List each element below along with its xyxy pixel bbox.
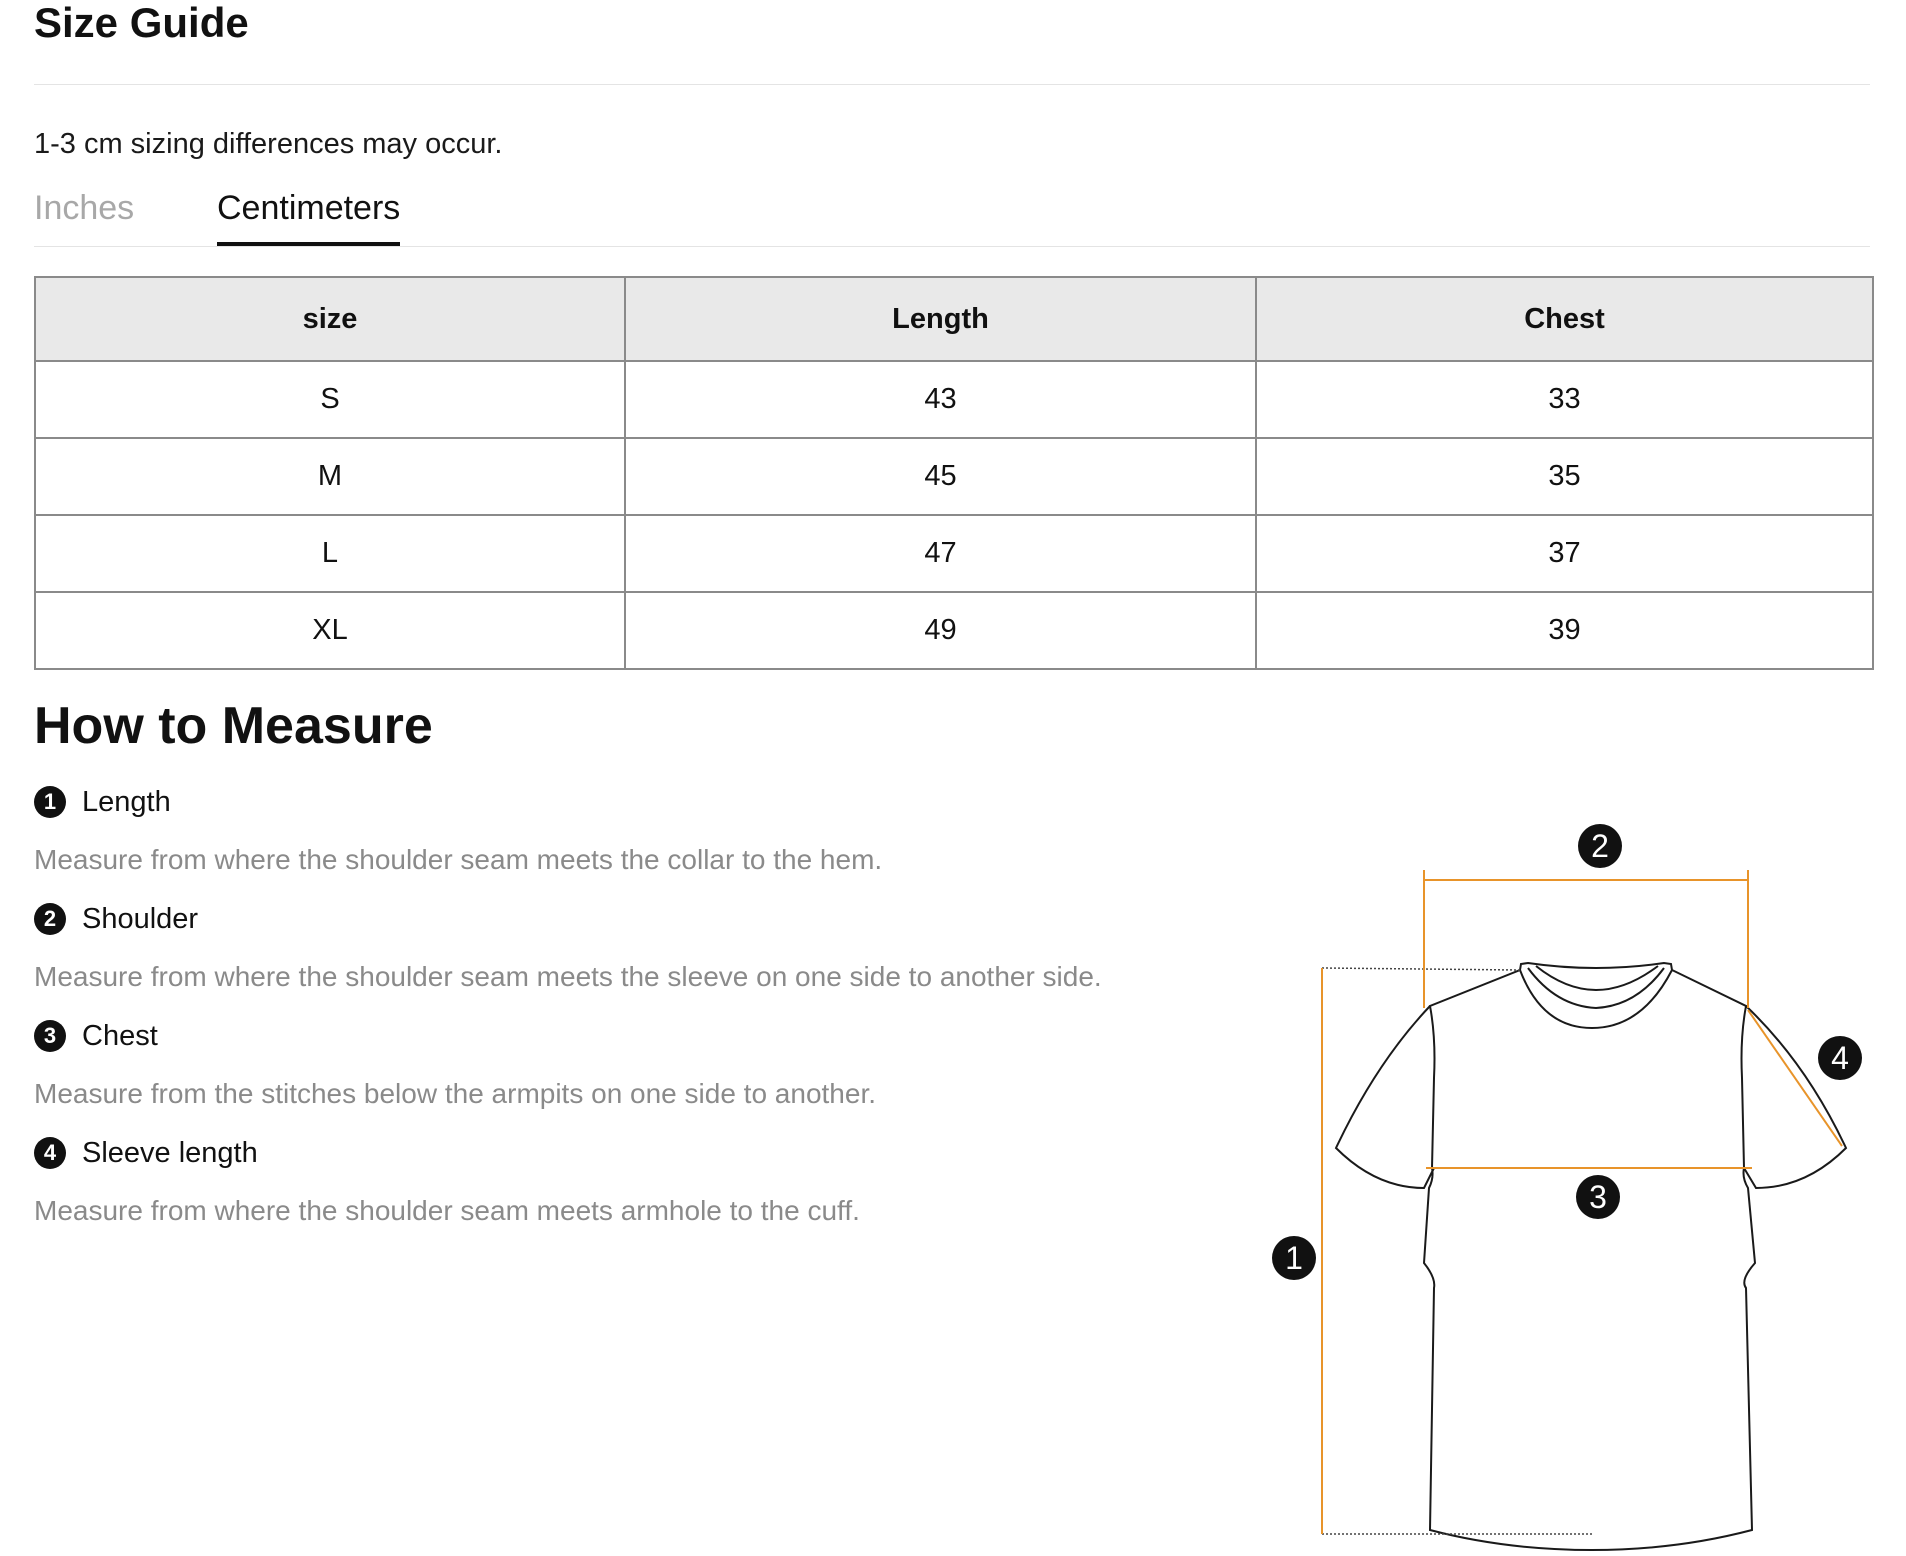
table-row (35, 438, 1873, 515)
step-description: Measure from where the shoulder seam meets the collar to the hem. (34, 844, 883, 875)
column-header-length: Length (625, 277, 1256, 361)
table-row (35, 592, 1873, 669)
cell-length: 47 (625, 515, 1256, 592)
page-title: Size Guide (34, 0, 249, 46)
unit-tabs (34, 186, 1870, 247)
tshirt-measurement-diagram (1266, 818, 1906, 1556)
marker-4-icon (1818, 1036, 1862, 1080)
cell-size: S (35, 361, 625, 438)
cell-length: 49 (625, 592, 1256, 669)
svg-text:1: 1 (1285, 1240, 1303, 1276)
cell-chest: 39 (1256, 592, 1873, 669)
marker-1-icon (1272, 1236, 1316, 1280)
cell-size: L (35, 515, 625, 592)
step-length (34, 780, 1234, 878)
sizing-note: 1-3 cm sizing differences may occur. (34, 128, 503, 160)
marker-3-icon (1576, 1175, 1620, 1219)
size-table (34, 276, 1874, 670)
step-description: Measure from the stitches below the armpits on one side to another. (34, 1078, 877, 1109)
number-4-icon: 4 (34, 1137, 66, 1169)
tab-inches[interactable]: Inches (34, 189, 135, 227)
title-divider (34, 84, 1870, 85)
number-1-icon: 1 (34, 786, 66, 818)
step-description: Measure from where the shoulder seam meets armhole to the cuff. (34, 1195, 860, 1226)
cell-chest: 35 (1256, 438, 1873, 515)
cell-chest: 37 (1256, 515, 1873, 592)
cell-size: XL (35, 592, 625, 669)
table-row (35, 515, 1873, 592)
number-2-icon: 2 (34, 903, 66, 935)
step-description: Measure from where the shoulder seam meets the sleeve on one side to another side. (34, 961, 1102, 992)
tshirt-outline (1336, 963, 1846, 1550)
cell-length: 45 (625, 438, 1256, 515)
column-header-size: size (35, 277, 625, 361)
number-3-icon: 3 (34, 1020, 66, 1052)
tab-centimeters[interactable]: Centimeters (217, 186, 400, 246)
step-label: Length (82, 785, 171, 818)
table-row (35, 361, 1873, 438)
step-shoulder (34, 897, 1234, 995)
step-chest (34, 1014, 1234, 1112)
step-label: Sleeve length (82, 1136, 258, 1169)
tshirt-diagram-svg (1266, 818, 1906, 1556)
length-reference-lines (1322, 968, 1592, 1534)
column-header-chest: Chest (1256, 277, 1873, 361)
table-header-row (35, 277, 1873, 361)
step-sleeve-length (34, 1131, 1234, 1229)
svg-text:2: 2 (1591, 828, 1609, 864)
cell-size: M (35, 438, 625, 515)
cell-length: 43 (625, 361, 1256, 438)
how-to-measure-title: How to Measure (34, 697, 433, 755)
step-label: Shoulder (82, 902, 199, 935)
step-label: Chest (82, 1019, 158, 1052)
svg-text:3: 3 (1589, 1179, 1607, 1215)
svg-text:4: 4 (1831, 1040, 1849, 1076)
cell-chest: 33 (1256, 361, 1873, 438)
marker-2-icon (1578, 824, 1622, 868)
